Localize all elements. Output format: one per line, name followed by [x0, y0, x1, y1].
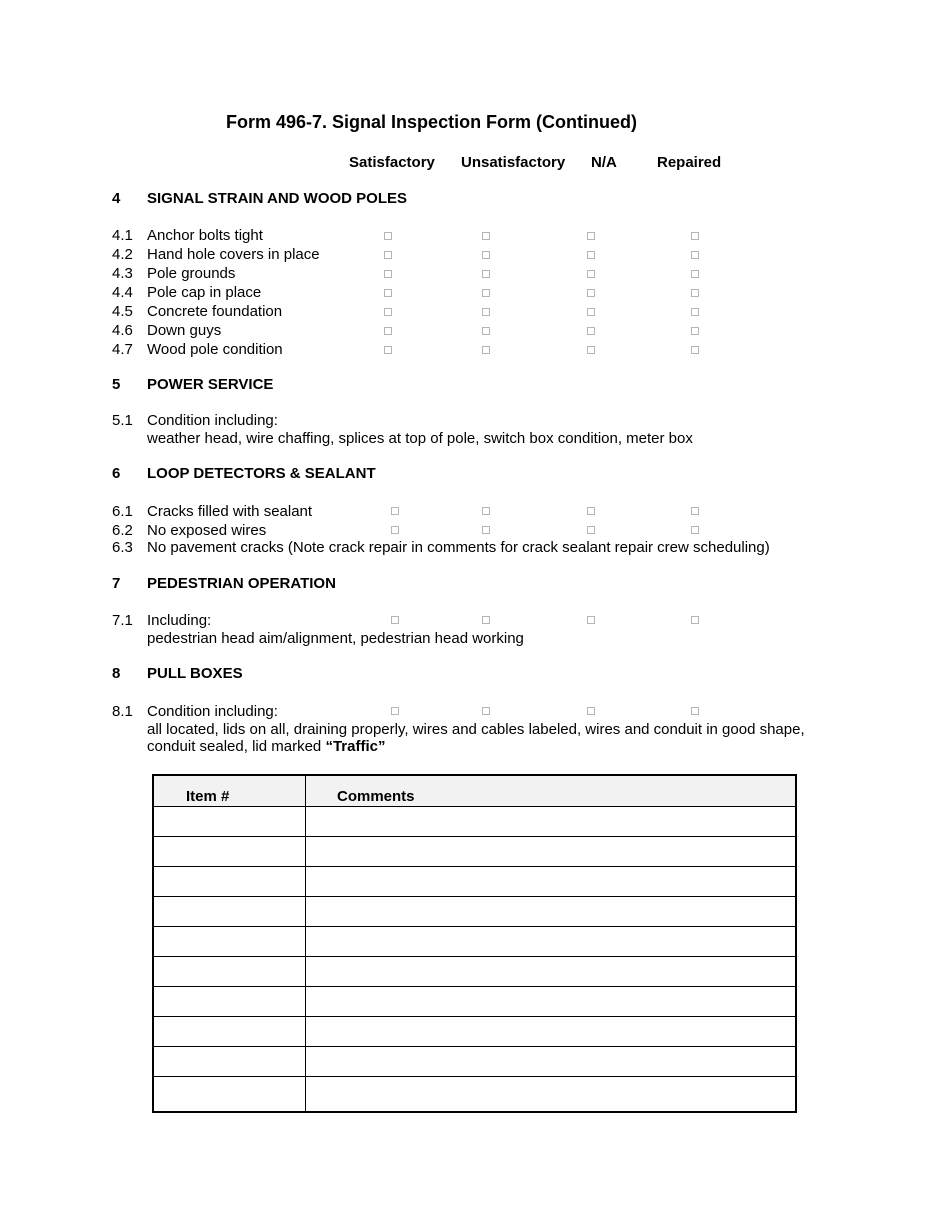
checkbox-satisfactory[interactable] — [391, 616, 399, 624]
checkbox-repaired[interactable] — [691, 616, 699, 624]
item-number-cell[interactable] — [153, 807, 306, 837]
checkbox-repaired[interactable] — [691, 526, 699, 534]
checkbox-unsatisfactory[interactable] — [482, 327, 490, 335]
table-row — [153, 897, 796, 927]
checkbox-na[interactable] — [587, 707, 595, 715]
item-label: Including: — [147, 612, 212, 629]
checkbox-satisfactory[interactable] — [391, 526, 399, 534]
checkbox-na[interactable] — [587, 232, 595, 240]
checkbox-repaired[interactable] — [691, 327, 699, 335]
item-number: 4.5 — [112, 303, 133, 320]
item-detail: all located, lids on all, draining properly, wires and cables labeled, wires and conduit in good shape, — [147, 721, 805, 738]
checkbox-satisfactory[interactable] — [384, 232, 392, 240]
checkbox-repaired[interactable] — [691, 507, 699, 515]
column-header-satisfactory: Satisfactory — [349, 154, 435, 171]
checkbox-satisfactory[interactable] — [384, 308, 392, 316]
checkbox-unsatisfactory[interactable] — [482, 289, 490, 297]
checkbox-repaired[interactable] — [691, 232, 699, 240]
item-label: Wood pole condition — [147, 341, 283, 358]
checkbox-unsatisfactory[interactable] — [482, 346, 490, 354]
checkbox-satisfactory[interactable] — [384, 251, 392, 259]
checkbox-na[interactable] — [587, 507, 595, 515]
checkbox-unsatisfactory[interactable] — [482, 507, 490, 515]
comment-cell[interactable] — [306, 1077, 797, 1113]
checkbox-na[interactable] — [587, 346, 595, 354]
checkbox-na[interactable] — [587, 270, 595, 278]
section-number: 6 — [112, 465, 121, 482]
checkbox-satisfactory[interactable] — [384, 270, 392, 278]
checkbox-na[interactable] — [587, 616, 595, 624]
column-header-na: N/A — [591, 154, 617, 171]
item-number-cell[interactable] — [153, 957, 306, 987]
item-number: 7.1 — [112, 612, 133, 629]
item-number-cell[interactable] — [153, 927, 306, 957]
section-heading: PEDESTRIAN OPERATION — [147, 575, 336, 592]
section-number: 8 — [112, 665, 121, 682]
item-number: 5.1 — [112, 412, 133, 429]
item-number-cell[interactable] — [153, 837, 306, 867]
checkbox-repaired[interactable] — [691, 270, 699, 278]
checkbox-satisfactory[interactable] — [384, 346, 392, 354]
item-label: Anchor bolts tight — [147, 227, 263, 244]
table-row — [153, 1047, 796, 1077]
checkbox-satisfactory[interactable] — [391, 507, 399, 515]
table-row — [153, 957, 796, 987]
item-number-column-header: Item # — [153, 775, 306, 807]
column-header-unsatisfactory: Unsatisfactory — [461, 154, 566, 171]
item-number-cell[interactable] — [153, 867, 306, 897]
item-number: 4.7 — [112, 341, 133, 358]
section-number: 4 — [112, 190, 121, 207]
item-label: Cracks filled with sealant — [147, 503, 313, 520]
comments-table-header-row — [153, 775, 796, 807]
checkbox-na[interactable] — [587, 251, 595, 259]
page-title: Form 496-7. Signal Inspection Form (Continued) — [226, 112, 638, 132]
checkbox-na[interactable] — [587, 526, 595, 534]
comment-cell[interactable] — [306, 867, 797, 897]
checkbox-repaired[interactable] — [691, 707, 699, 715]
checkbox-unsatisfactory[interactable] — [482, 251, 490, 259]
item-label: Pole grounds — [147, 265, 236, 282]
comment-cell[interactable] — [306, 1047, 797, 1077]
table-row — [153, 1017, 796, 1047]
table-row — [153, 837, 796, 867]
checkbox-unsatisfactory[interactable] — [482, 270, 490, 278]
item-number-cell[interactable] — [153, 1047, 306, 1077]
checkbox-repaired[interactable] — [691, 289, 699, 297]
checkbox-unsatisfactory[interactable] — [482, 526, 490, 534]
section-heading: LOOP DETECTORS & SEALANT — [147, 465, 376, 482]
comment-cell[interactable] — [306, 837, 797, 867]
checkbox-unsatisfactory[interactable] — [482, 232, 490, 240]
table-row — [153, 867, 796, 897]
item-label: Condition including: — [147, 703, 278, 720]
comment-cell[interactable] — [306, 1017, 797, 1047]
item-label: Pole cap in place — [147, 284, 262, 301]
item-label: No pavement cracks (Note crack repair in comments for crack sealant repair crew scheduling) — [147, 539, 770, 556]
item-detail: pedestrian head aim/alignment, pedestrian head working — [147, 630, 524, 647]
comments-column-header: Comments — [306, 775, 797, 807]
comment-cell[interactable] — [306, 957, 797, 987]
checkbox-unsatisfactory[interactable] — [482, 616, 490, 624]
checkbox-unsatisfactory[interactable] — [482, 308, 490, 316]
checkbox-na[interactable] — [587, 327, 595, 335]
table-row — [153, 1077, 796, 1113]
item-detail: weather head, wire chaffing, splices at top of pole, switch box condition, meter box — [147, 430, 693, 447]
item-detail — [147, 738, 385, 756]
item-number: 6.2 — [112, 522, 133, 539]
traffic-marking-text: “Traffic” — [325, 738, 386, 755]
item-number: 8.1 — [112, 703, 133, 720]
item-number: 4.4 — [112, 284, 133, 301]
item-number: 6.1 — [112, 503, 133, 520]
item-label: No exposed wires — [147, 522, 267, 539]
checkbox-satisfactory[interactable] — [391, 707, 399, 715]
comment-cell[interactable] — [306, 987, 797, 1017]
comment-cell[interactable] — [306, 927, 797, 957]
checkbox-unsatisfactory[interactable] — [482, 707, 490, 715]
item-number: 4.2 — [112, 246, 133, 263]
item-number-cell[interactable] — [153, 1017, 306, 1047]
section-number: 5 — [112, 376, 121, 393]
item-label: Concrete foundation — [147, 303, 283, 320]
checkbox-satisfactory[interactable] — [384, 289, 392, 297]
item-number: 4.3 — [112, 265, 133, 282]
table-row — [153, 927, 796, 957]
checkbox-repaired[interactable] — [691, 251, 699, 259]
checkbox-na[interactable] — [587, 289, 595, 297]
checkbox-satisfactory[interactable] — [384, 327, 392, 335]
item-detail-text: conduit sealed, lid marked — [147, 738, 326, 755]
comments-table — [152, 774, 797, 1113]
comment-cell[interactable] — [306, 897, 797, 927]
item-number-cell[interactable] — [153, 897, 306, 927]
checkbox-na[interactable] — [587, 308, 595, 316]
table-row — [153, 987, 796, 1017]
checkbox-repaired[interactable] — [691, 346, 699, 354]
comment-cell[interactable] — [306, 807, 797, 837]
section-heading: SIGNAL STRAIN AND WOOD POLES — [147, 190, 408, 207]
section-heading: POWER SERVICE — [147, 376, 274, 393]
item-label: Condition including: — [147, 412, 278, 429]
column-header-repaired: Repaired — [657, 154, 722, 171]
checkbox-repaired[interactable] — [691, 308, 699, 316]
item-number: 4.6 — [112, 322, 133, 339]
item-label: Down guys — [147, 322, 222, 339]
item-label: Hand hole covers in place — [147, 246, 320, 263]
item-number: 6.3 — [112, 539, 133, 556]
table-row — [153, 807, 796, 837]
section-heading: PULL BOXES — [147, 665, 243, 682]
item-number-cell[interactable] — [153, 1077, 306, 1113]
item-number: 4.1 — [112, 227, 133, 244]
section-number: 7 — [112, 575, 121, 592]
item-number-cell[interactable] — [153, 987, 306, 1017]
